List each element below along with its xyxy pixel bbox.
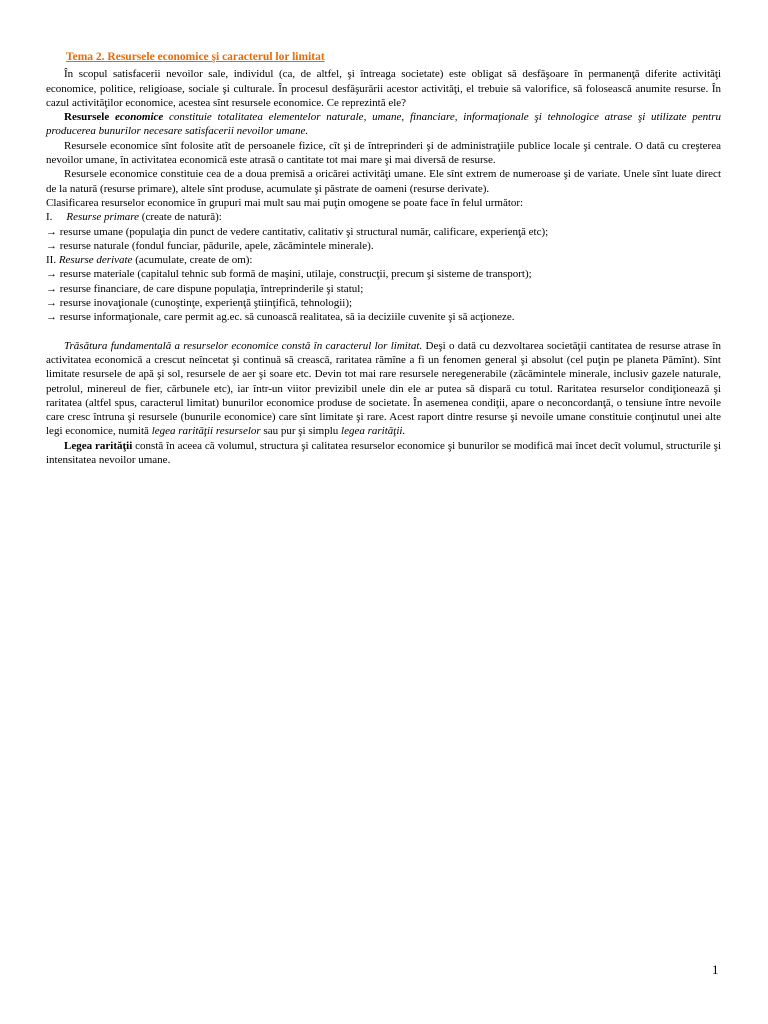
group-primary-heading	[46, 210, 721, 224]
arrow-icon: →	[46, 225, 57, 238]
paragraph-premise: Resursele economice constituie cea de a doua premisă a oricărei activităţi umane. Ele sînt extrem de numeroase şi de variate. Unele sînt luate direct de la natură (resurse primare), altele sînt produse, acumulate şi păstrate de oameni (resurse derivate).	[46, 168, 721, 195]
definition-bold-italic: economice	[115, 111, 164, 124]
spacer	[46, 325, 721, 339]
paragraph-definition	[46, 110, 721, 139]
law-name-full: legea rarităţii resurselor	[151, 425, 261, 438]
list-item-text: resurse inovaţionale (cunoştinţe, experienţă ştiinţifică, tehnologii);	[59, 297, 353, 310]
arrow-icon: →	[46, 268, 57, 281]
classification-line: Clasificarea resurselor economice în grupuri mai mult sau mai puţin omogene se poate face în felul următor:	[46, 196, 524, 209]
list-item-text: resurse naturale (fondul funciar, pădurile, apele, zăcămintele minerale).	[59, 239, 374, 252]
definition-italic: constituie totalitatea elementelor naturale, umane, financiare, informaţionale şi tehnologice atrase şi utilizate pentru producerea bunurilor necesare satisfacerii nevoilor umane.	[46, 111, 722, 138]
group-primary-num: I.	[46, 211, 53, 224]
group-derived-note: (acumulate, create de om):	[132, 254, 253, 267]
arrow-icon: →	[46, 282, 57, 295]
scarcity-law-term: Legea rarităţii	[64, 439, 133, 452]
group-derived-heading	[46, 253, 721, 267]
list-item	[46, 282, 721, 296]
fundamental-trait: Trăsătura fundamentală a resurselor economice constă în caracterul lor limitat.	[64, 339, 423, 352]
paragraph-limited-character	[46, 339, 721, 439]
group-derived-num: II.	[46, 254, 57, 267]
list-item	[46, 225, 721, 239]
list-item	[46, 239, 721, 253]
group-derived-title: Resurse derivate	[58, 254, 133, 267]
list-item-text: resurse financiare, de care dispune populaţia, întreprinderile şi statul;	[59, 282, 364, 295]
limited-text-1: Deşi o dată cu dezvoltarea societăţii cantitatea de resurse atrase în activitatea economică a crescut neîncetat şi continuă să crească, raritatea rămîne a fi un fenomen general şi absolut (cel puţin pe planeta Pămînt). Sînt limitate resursele de apă şi sol, resursele de aer şi soare etc. Devin tot mai rare resursele neregenerabile (zăcămintele minerale, inclusiv gazele naturale, petrolul, minereul de fier, cărbunele etc), iar într-un viitor previzibil unele din ele ar putea să dispară cu totul. Raritatea resurselor condiţionează şi raritatea (altfel spus, caracterul limitat) bunurilor economice produse de societate. În asemenea condiţii, apare o neconcordanţă, o tensiune între nevoile care cresc întruna şi resursele (bunurile economice) care sînt limitate şi rare. Acest raport dintre resurse şi nevoile umane constituie conţinutul unei alte legi economice, numită	[46, 339, 721, 438]
list-item-text: resurse materiale (capitalul tehnic sub formă de maşini, utilaje, construcţii, precum şi sisteme de transport);	[59, 268, 532, 281]
paragraph-scarcity-law	[46, 439, 721, 468]
page-title: Tema 2. Resursele economice şi caracterul lor limitat	[66, 51, 325, 63]
group-primary-note: (create de natură):	[139, 211, 222, 224]
definition-bold: Resursele	[64, 111, 115, 124]
paragraph-usage: Resursele economice sînt folosite atît de persoanele fizice, cît şi de întreprinderi şi de administraţiile publice locale şi centrale. O dată cu creşterea nevoilor umane, în activitatea economică este atrasă o cantitate tot mai mare şi mai diversă de resurse.	[46, 139, 721, 167]
arrow-icon: →	[46, 297, 57, 310]
page-number: 1	[712, 962, 719, 977]
list-item-text: resurse umane (populaţia din punct de vedere cantitativ, calitativ şi structural număr, calificare, experienţă etc);	[59, 225, 549, 238]
document-page	[46, 50, 721, 467]
law-name-short: legea rarităţii.	[341, 425, 406, 438]
scarcity-law-text: constă în aceea că volumul, structura şi calitatea resurselor economice şi bunurilor se modifică mai încet decît volumul, structurile şi intensitatea nevoilor umane.	[46, 439, 721, 467]
group-primary-title: Resurse primare	[66, 211, 140, 224]
list-item	[46, 267, 721, 281]
list-item	[46, 310, 721, 324]
list-item	[46, 296, 721, 310]
arrow-icon: →	[46, 311, 57, 324]
list-item-text: resurse informaţionale, care permit ag.ec. să cunoască realitatea, să ia deciziile cuvenite şi să acţioneze.	[59, 311, 515, 324]
limited-text-2: sau pur şi simplu	[260, 425, 342, 438]
paragraph-intro: În scopul satisfacerii nevoilor sale, individul (ca, de altfel, şi întreaga societate) este obligat să desfăşoare în permanenţă diferite activităţi economice, politice, religioase, sociale şi culturale. În procesul desfăşurării acestor activităţi, el trebuie să valorifice, să folosească anumite resurse. În cazul activităţilor economice, acestea sînt resursele economice. Ce reprezintă ele?	[46, 68, 721, 109]
arrow-icon: →	[46, 239, 57, 252]
